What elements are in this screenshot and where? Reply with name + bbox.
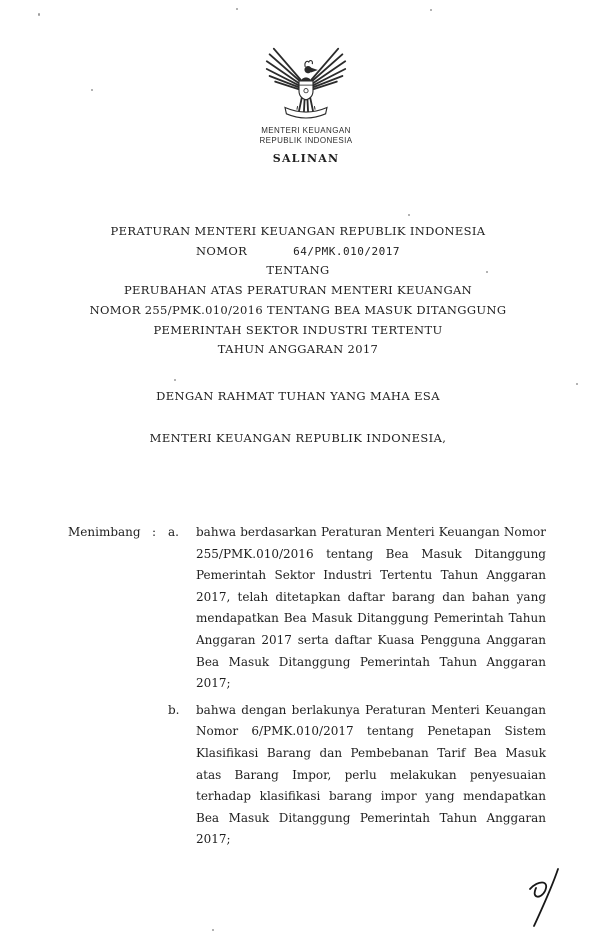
scan-artifact [212, 929, 214, 931]
subject-line-2: NOMOR 255/PMK.010/2016 TENTANG BEA MASUK DITANGGUNG [89, 302, 507, 317]
item-text: bahwa dengan berlakunya Peraturan Menteri Keuangan Nomor 6/PMK.010/2017 tentang Penetapan Sistem Klasifikasi Barang dan Pembebanan Tarif Bea Masuk atas Barang Impor, perlu melakukan penyesuaian terhadap klasifikasi barang impor yang mendapatkan Bea Masuk Ditanggung Pemerintah Tahun Anggaran 2017; [196, 702, 546, 847]
tentang-label: TENTANG [266, 263, 330, 278]
scan-artifact [174, 379, 176, 381]
scan-artifact [486, 271, 488, 273]
item-text: bahwa berdasarkan Peraturan Menteri Keuangan Nomor 255/PMK.010/2016 tentang Bea Masuk Ditanggung Pemerintah Sektor Industri Tertentu Tahun Anggaran 2017, telah ditetapkan daftar barang dan bahan yang mendapatkan Bea Masuk Ditanggung Pemerintah Tahun Anggaran 2017 serta daftar Kuasa Pengguna Anggaran Bea Masuk Ditanggung Pemerintah Tahun Anggaran 2017; [196, 525, 546, 691]
republic-name: REPUBLIK INDONESIA [259, 136, 353, 145]
letterhead [0, 40, 612, 165]
subject-line-1: PERUBAHAN ATAS PERATURAN MENTERI KEUANGAN [123, 283, 473, 298]
scan-artifact [236, 8, 238, 10]
scan-artifact [408, 214, 410, 216]
scan-artifact [430, 9, 432, 11]
considerations-list [168, 522, 546, 851]
menimbang-separator: : [152, 525, 157, 539]
handwritten-initials [520, 866, 568, 934]
menimbang-label: Menimbang [68, 525, 141, 539]
garuda-pancasila-emblem [0, 40, 612, 126]
scan-artifact [38, 13, 40, 16]
scan-artifact [91, 89, 93, 91]
consideration-item-b [168, 700, 546, 851]
invocation-line: DENGAN RAHMAT TUHAN YANG MAHA ESA [156, 389, 440, 403]
subject-line-3: PEMERINTAH SEKTOR INDUSTRI TERTENTU [153, 322, 443, 337]
nomor-label: NOMOR [196, 243, 248, 258]
authority-line: MENTERI KEUANGAN REPUBLIK INDONESIA, [149, 431, 447, 445]
subject-line-4: TAHUN ANGGARAN 2017 [217, 342, 379, 357]
considerations-section [68, 522, 546, 851]
regulation-heading: PERATURAN MENTERI KEUANGAN REPUBLIK INDONESIA [110, 224, 486, 238]
copy-label: SALINAN [272, 152, 340, 165]
item-letter: a. [168, 525, 179, 539]
consideration-item-a [168, 522, 546, 695]
item-letter: b. [168, 702, 180, 717]
nomor-value: 64/PMK.010/2017 [293, 244, 400, 258]
title-block [0, 222, 596, 360]
regulation-number-line [0, 242, 596, 262]
scan-artifact [576, 383, 578, 385]
ministry-name: MENTERI KEUANGAN [261, 126, 351, 135]
considerations-row [68, 522, 546, 851]
